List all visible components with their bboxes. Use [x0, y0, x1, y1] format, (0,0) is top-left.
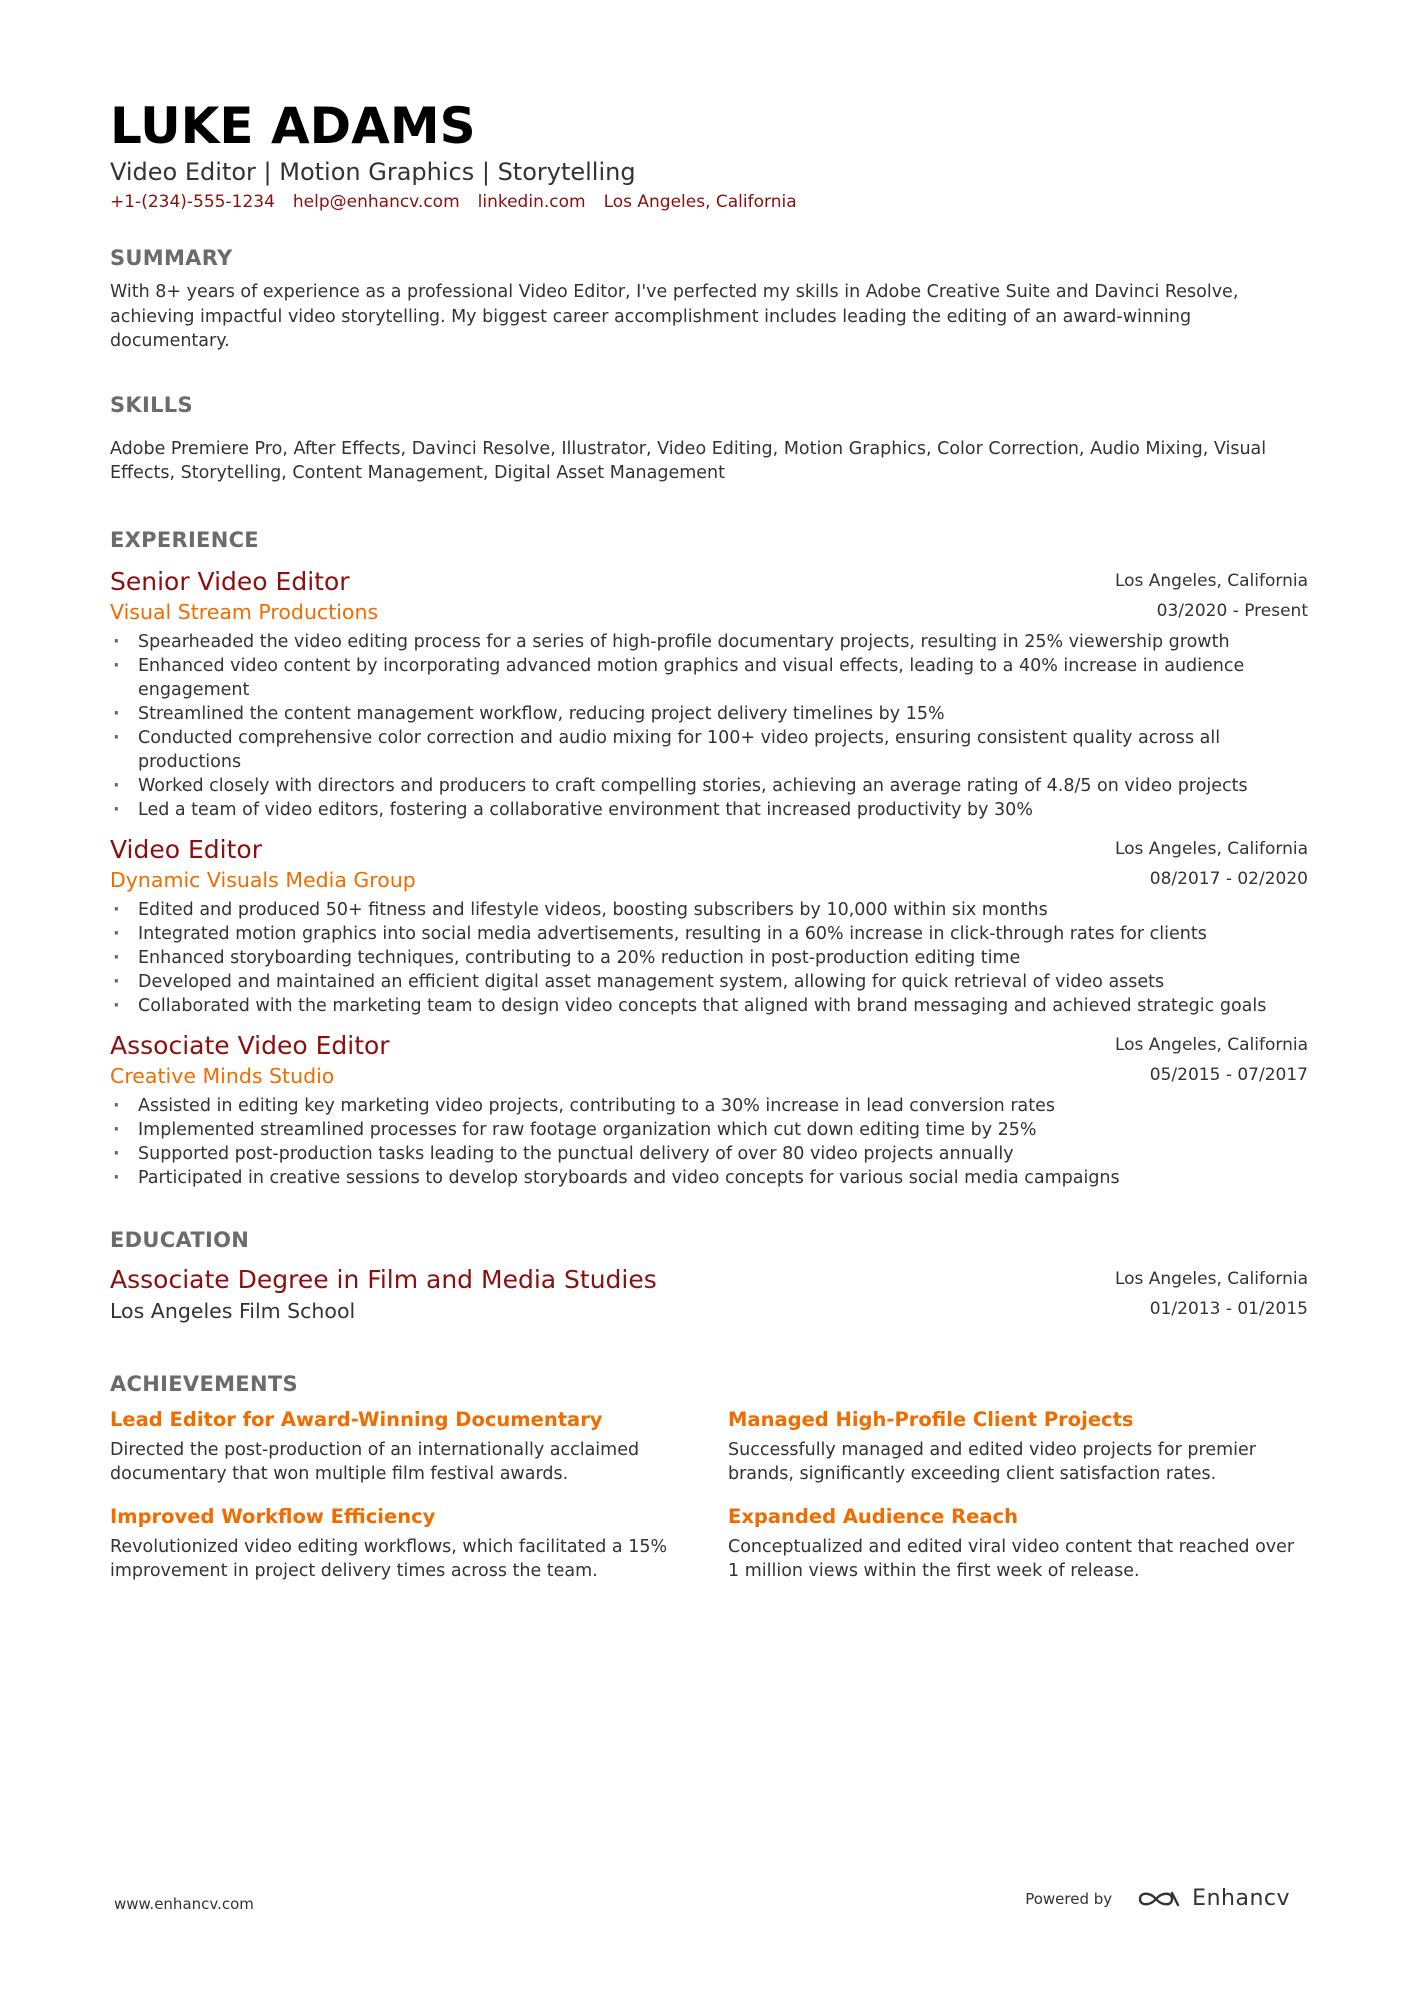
skill-item: Storytelling , [181, 463, 293, 483]
job-bullet: · Led a team of video editors, fostering a collaborative environment that increased productivity by 30% [110, 798, 1308, 822]
job-bullet: · Worked closely with directors and producers to craft compelling stories, achieving an average rating of 4.8/5 on video projects [110, 774, 1308, 798]
job-meta [1115, 834, 1308, 894]
summary-text: With 8+ years of experience as a professional Video Editor, I've perfected my skills in Adobe Creative Suite and Davinci Resolve, achieving impactful video storytelling. My biggest career accomplishment includes leading the editing of an award-winning documentary. [110, 282, 1239, 351]
job-bullet: · Enhanced video content by incorporating advanced motion graphics and visual effects, leading to a 40% increase in audience engagement [110, 654, 1308, 702]
job-entry [110, 566, 1308, 822]
education-heading: EDUCATION [110, 1227, 250, 1252]
footer-website[interactable]: www.enhancv.com [114, 1895, 254, 1913]
job-company: Visual Stream Productions [110, 599, 379, 624]
education-location: Los Angeles, California [1114, 1268, 1308, 1289]
job-company: Creative Minds Studio [110, 1063, 335, 1088]
skill-item: Motion Graphics , [784, 439, 937, 459]
job-bullet: · Developed and maintained an efficient digital asset management system, allowing for quick retrieval of video assets [110, 970, 1308, 994]
achievement-description: Directed the post-production of an internationally acclaimed documentary that won multiple film festival awards. [110, 1439, 640, 1484]
achievement-description: Successfully managed and edited video projects for premier brands, significantly exceeding client satisfaction rates. [728, 1439, 1256, 1484]
achievements-grid [110, 1406, 1308, 1584]
job-bullet: · Conducted comprehensive color correction and audio mixing for 100+ video projects, ensuring consistent quality across all productions [110, 726, 1308, 774]
job-meta [1115, 1030, 1308, 1090]
achievement-description: Conceptualized and edited viral video content that reached over 1 million views within the first week of release. [728, 1536, 1295, 1581]
powered-by-label: Powered by [1025, 1889, 1113, 1908]
job-meta [1115, 566, 1308, 626]
achievements-heading: ACHIEVEMENTS [110, 1371, 298, 1396]
education-school: Los Angeles Film School [110, 1298, 356, 1323]
job-bullets [110, 630, 1308, 822]
enhancv-logo[interactable] [1136, 1886, 1290, 1911]
achievement-title: Managed High-Profile Client Projects [728, 1407, 1134, 1431]
job-bullets [110, 898, 1308, 1018]
enhancv-wordmark: Enhancv [1192, 1886, 1290, 1911]
contact-phone[interactable]: +1-(234)-555-1234 [110, 192, 275, 212]
job-bullet: · Implemented streamlined processes for raw footage organization which cut down editing time by 25% [110, 1118, 1308, 1142]
skill-item: Digital Asset Management [494, 463, 726, 483]
skills-heading: SKILLS [110, 392, 193, 417]
skill-item: Video Editing , [657, 439, 784, 459]
achievement-description: Revolutionized video editing workflows, which facilitated a 15% improvement in project delivery times across the team. [110, 1536, 668, 1581]
job-entry [110, 1030, 1308, 1190]
job-bullet: · Supported post-production tasks leading to the punctual delivery of over 80 video projects annually [110, 1142, 1308, 1166]
job-title: Senior Video Editor [110, 566, 350, 596]
summary-heading: SUMMARY [110, 246, 233, 270]
job-bullet: · Streamlined the content management workflow, reducing project delivery timelines by 15% [110, 702, 1308, 726]
job-bullet: · Enhanced storyboarding techniques, contributing to a 20% reduction in post-production editing time [110, 946, 1308, 970]
job-dates: 03/2020 - Present [1156, 600, 1308, 621]
candidate-name: LUKE ADAMS [110, 97, 476, 155]
contact-line [110, 190, 1308, 214]
summary-section [110, 244, 1308, 354]
job-location: Los Angeles, California [1114, 838, 1308, 859]
skill-item: Illustrator , [561, 439, 657, 459]
candidate-headline: Video Editor | Motion Graphics | Storytelling [110, 158, 636, 186]
skill-item: After Effects , [293, 439, 411, 459]
job-bullets [110, 1094, 1308, 1190]
education-meta [1115, 1264, 1308, 1324]
skill-item: Adobe Premiere Pro , [110, 439, 293, 459]
job-bullet: · Assisted in editing key marketing video projects, contributing to a 30% increase in lead conversion rates [110, 1094, 1308, 1118]
education-degree: Associate Degree in Film and Media Studies [110, 1264, 657, 1294]
achievement-item [110, 1406, 728, 1487]
achievement-item [728, 1503, 1308, 1584]
achievement-title: Expanded Audience Reach [728, 1504, 1018, 1528]
resume-page [110, 96, 1308, 1584]
job-bullet: · Edited and produced 50+ fitness and lifestyle videos, boosting subscribers by 10,000 within six months [110, 898, 1308, 922]
contact-email[interactable]: help@enhancv.com [292, 192, 460, 212]
experience-section [110, 526, 1308, 1190]
skills-section [110, 391, 1308, 486]
skill-item: Audio Mixing , [1090, 439, 1214, 459]
experience-heading: EXPERIENCE [110, 527, 259, 552]
job-title: Associate Video Editor [110, 1030, 390, 1060]
education-section [110, 1226, 1308, 1326]
skill-item: Davinci Resolve , [412, 439, 562, 459]
job-bullet: · Integrated motion graphics into social media advertisements, resulting in a 60% increase in click-through rates for clients [110, 922, 1308, 946]
enhancv-logo-icon [1136, 1887, 1182, 1911]
skill-item: Content Management , [292, 463, 494, 483]
contact-linkedin[interactable]: linkedin.com [477, 192, 586, 212]
footer-branding [1025, 1886, 1290, 1911]
job-title: Video Editor [110, 834, 262, 864]
education-entry [110, 1264, 1308, 1326]
skill-item: Visual Effects , [110, 439, 1266, 484]
skills-list [110, 437, 1310, 486]
achievements-section [110, 1370, 1308, 1584]
contact-location: Los Angeles, California [603, 192, 797, 212]
job-dates: 08/2017 - 02/2020 [1149, 868, 1308, 889]
job-location: Los Angeles, California [1114, 1034, 1308, 1055]
achievement-title: Improved Workflow Efficiency [110, 1504, 436, 1528]
job-bullet: · Collaborated with the marketing team to design video concepts that aligned with brand messaging and achieved strategic goals [110, 994, 1308, 1018]
achievement-item [728, 1406, 1308, 1487]
job-location: Los Angeles, California [1114, 570, 1308, 591]
resume-header [110, 96, 1308, 214]
job-bullet: · Participated in creative sessions to develop storyboards and video concepts for various social media campaigns [110, 1166, 1308, 1190]
job-entry [110, 834, 1308, 1018]
skill-item: Color Correction , [937, 439, 1090, 459]
job-bullet: · Spearheaded the video editing process for a series of high-profile documentary projects, resulting in 25% viewership growth [110, 630, 1308, 654]
job-company: Dynamic Visuals Media Group [110, 867, 416, 892]
education-dates: 01/2013 - 01/2015 [1149, 1298, 1308, 1319]
job-dates: 05/2015 - 07/2017 [1149, 1064, 1308, 1085]
achievement-item [110, 1503, 728, 1584]
achievement-title: Lead Editor for Award-Winning Documentary [110, 1407, 603, 1431]
